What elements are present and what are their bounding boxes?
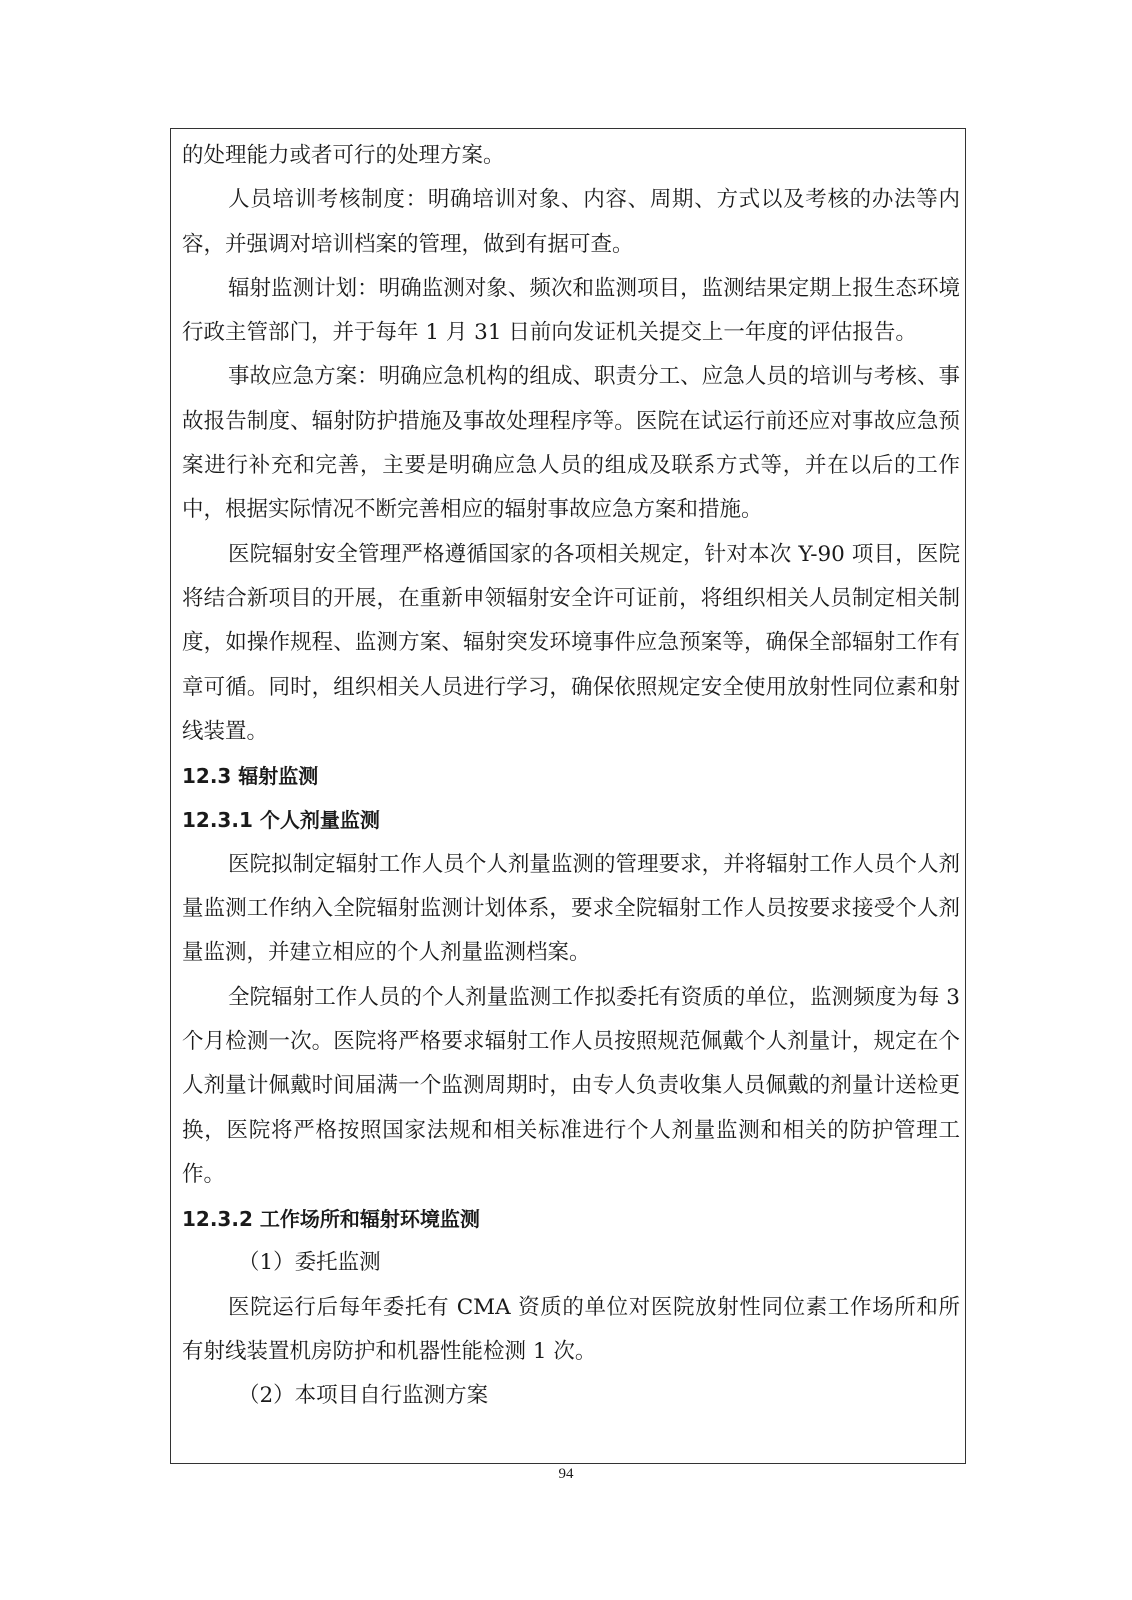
paragraph-training-system: 人员培训考核制度：明确培训对象、内容、周期、方式以及考核的办法等内容，并强调对培训档案的管理，做到有据可查。 (182, 187, 960, 257)
paragraph-cma-inspection: 医院运行后每年委托有 CMA 资质的单位对医院放射性同位素工作场所和所有射线装置机房防护和机器性能检测 1 次。 (182, 1294, 960, 1365)
paragraph: 的处理能力或者可行的处理方案。 (182, 143, 505, 168)
subsection-heading: 12.3.1 个人剂量监测 (182, 808, 380, 833)
paragraph-emergency-plan: 事故应急方案：明确应急机构的组成、职责分工、应急人员的培训与考核、事故报告制度、辐射防护措施及事故处理程序等。医院在试运行前还应对事故应急预案进行补充和完善，主要是明确应急人员的组成及联系方式等，并在以后的工作中，根据实际情况不断完善相应的辐射事故应急方案和措施。 (182, 364, 960, 523)
list-item-entrusted-monitoring: （1）委托监测 (238, 1250, 381, 1276)
paragraph-safety-management: 医院辐射安全管理严格遵循国家的各项相关规定，针对本次 Y-90 项目，医院将结合新项目的开展，在重新申领辐射安全许可证前，将组织相关人员制定相关制度，如操作规程、监测方案、辐射突发环境事件应急预案等，确保全部辐射工作有章可循。同时，组织相关人员进行学习，确保依照规定安全使用放射性同位素和射线装置。 (182, 541, 960, 744)
page-number: 94 (558, 1466, 574, 1482)
paragraph-monitoring-plan: 辐射监测计划：明确监测对象、频次和监测项目，监测结果定期上报生态环境行政主管部门，并于每年 1 月 31 日前向发证机关提交上一年度的评估报告。 (182, 275, 960, 346)
document-body (182, 134, 960, 1419)
paragraph-dose-management: 医院拟制定辐射工作人员个人剂量监测的管理要求，并将辐射工作人员个人剂量监测工作纳入全院辐射监测计划体系，要求全院辐射工作人员按要求接受个人剂量监测，并建立相应的个人剂量监测档案。 (182, 851, 960, 966)
section-heading: 12.3 辐射监测 (182, 764, 319, 789)
subsection-heading: 12.3.2 工作场所和辐射环境监测 (182, 1207, 480, 1232)
list-item-self-monitoring: （2）本项目自行监测方案 (238, 1383, 489, 1409)
paragraph-dose-frequency: 全院辐射工作人员的个人剂量监测工作拟委托有资质的单位，监测频度为每 3 个月检测一次。医院将严格要求辐射工作人员按照规范佩戴个人剂量计，规定在个人剂量计佩戴时间届满一个监测周期时，由专人负责收集人员佩戴的剂量计送检更换，医院将严格按照国家法规和相关标准进行个人剂量监测和相关的防护管理工作。 (182, 984, 960, 1187)
